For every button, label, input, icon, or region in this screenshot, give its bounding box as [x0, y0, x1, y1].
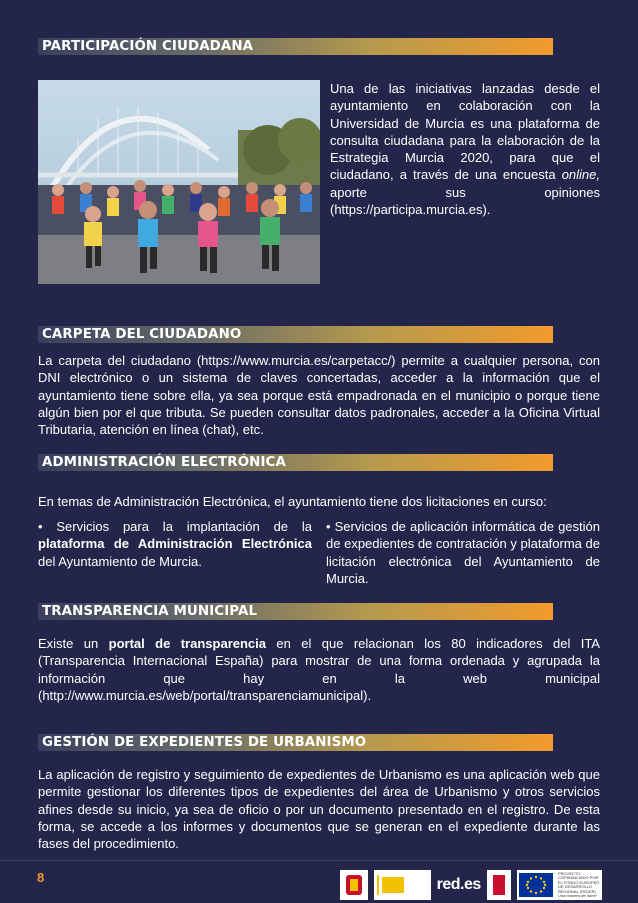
section-banner-transparencia [38, 603, 553, 620]
section-title-carpeta: CARPETA DEL CIUDADANO [42, 327, 242, 342]
eu-title: UNIÓN EUROPEA [558, 866, 592, 871]
administracion-bullet-1 [38, 518, 312, 570]
bullet1-text-part1: • Servicios para la implantación de la [38, 519, 312, 534]
spain-government-logo [340, 870, 368, 900]
eu-subtitle: PROYECTO COFINANCIADO POR EL FONDO EUROPEO DE DESARROLLO REGIONAL (FEDER) [558, 870, 600, 894]
reds-logo [437, 876, 481, 894]
section-banner-administracion [38, 454, 553, 471]
reds-logo-text: red.es [436, 876, 481, 893]
transparencia-text [38, 635, 600, 704]
administracion-bullet-2: • Servicios de aplicación informática de gestión de expedientes de contratación y plataforma de licitación electrónica del Ayuntamiento de Murcia. [326, 519, 600, 586]
section-title-urbanismo: GESTIÓN DE EXPEDIENTES DE URBANISMO [42, 735, 367, 750]
section-title-administracion: ADMINISTRACIÓN ELECTRÓNICA [42, 455, 286, 470]
eu-motto: Una manera de hacer Europa [558, 893, 597, 903]
murcia-logo-mark [493, 875, 505, 895]
ministry-logo [374, 870, 430, 900]
carpeta-text: La carpeta del ciudadano (https://www.murcia.es/carpetacc/) permite a cualquier persona, con DNI electrónico o un sistema de claves concertadas, acceder a la información que el ayuntamiento tiene sobre ella, ya sea porque está empadronada en el municipio o porque tiene algún bien por el que tributa. Se pueden consultar datos padronales, acceder a la Oficina Virtual Tributaria, atención en línea (chat), etc. [38, 353, 600, 438]
footer-divider [0, 860, 638, 861]
runners-bridge-image [38, 80, 320, 284]
urbanismo-text: La aplicación de registro y seguimiento de expedientes de Urbanismo es una aplicación web que permite gestionar los diferentes tipos de expedientes del área de Urbanismo y otros servicios afines desde su inicio, ya sea de oficio o por un documento presentado en el registro. De esta forma, se accede a los informes y documentos que se generan en el expediente durante las fases del procedimiento. [38, 767, 600, 852]
participacion-text-italic: online, [561, 167, 600, 183]
eu-flag-icon [519, 873, 553, 897]
section-title-transparencia: TRANSPARENCIA MUNICIPAL [42, 604, 258, 619]
bullet1-text-part2: del Ayuntamiento de Murcia. [38, 553, 202, 569]
transparencia-text-bold: portal de transparencia [108, 636, 266, 651]
administracion-intro: En temas de Administración Electrónica, el ayuntamiento tiene dos licitaciones en curso: [38, 494, 547, 509]
participacion-text-part1: Una de las iniciativas lanzadas desde el ayuntamiento en colaboración con la Universidad de Murcia es una plataforma de consulta ciudadana para la elaboración de la Estrategia Murcia 2020, para que el ciudadano, a través de una encuesta [330, 81, 600, 183]
footer-logos [340, 868, 602, 902]
eu-feder-text [556, 867, 602, 903]
transparencia-text-part2: en el que relacionan los 80 indicadores del ITA (Transparencia Internacional España) para mostrar de una forma ordenada y agrupada la información que hay en la web municipal (http://www.murcia.es/web/portal/transparenciamunicipal). [38, 636, 600, 703]
eu-feder-logo [517, 866, 602, 903]
transparencia-text-part1: Existe un [38, 636, 109, 651]
page-number: 8 [37, 870, 45, 885]
section-banner-urbanismo [38, 734, 553, 751]
coat-of-arms-icon [343, 873, 365, 897]
participacion-text-part2: aporte sus opiniones (https://participa.murcia.es). [330, 184, 600, 218]
section-banner-carpeta [38, 326, 553, 343]
marathon-photo [38, 80, 320, 284]
ministry-logo-mark [382, 877, 404, 893]
bullet1-text-bold: plataforma de Administración Electrónica [38, 536, 312, 552]
ministry-logo-bar [377, 875, 379, 895]
section-title-participacion: PARTICIPACIÓN CIUDADANA [42, 39, 254, 54]
murcia-logo [487, 870, 511, 900]
participacion-text [330, 80, 600, 218]
section-banner-participacion [38, 38, 553, 55]
